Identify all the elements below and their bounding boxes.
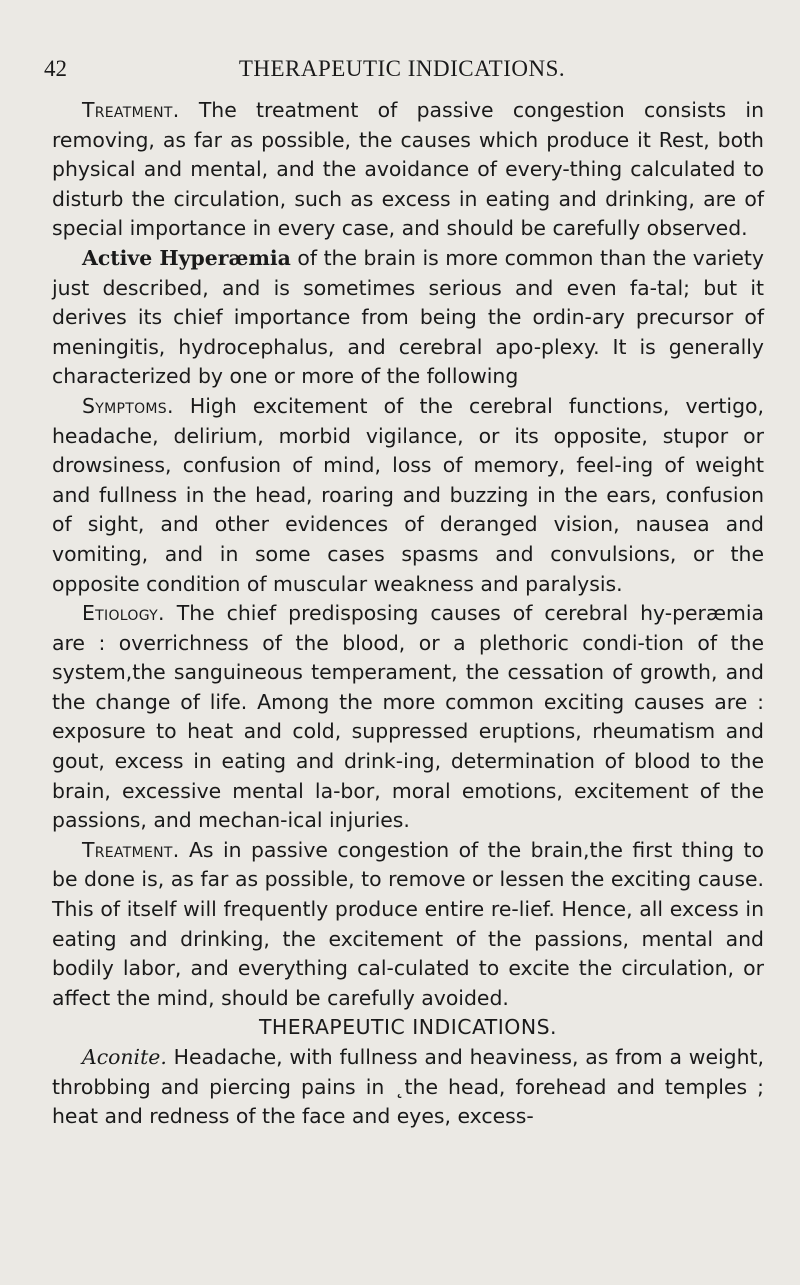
paragraph-symptoms xyxy=(52,392,764,599)
section-heading: THERAPEUTIC INDICATIONS. xyxy=(258,1015,558,1040)
page-body xyxy=(52,96,764,1132)
page-header xyxy=(44,56,760,86)
paragraph-text: of the brain is more common than the variety just described, and is sometimes serious and even fa-tal; but it derives its chief importance from being the ordin-ary precursor of meningitis, hydrocephalus, and cerebral apo-plexy. It is generally characterized by one or more of the following xyxy=(52,245,764,389)
paragraph-heading: Aconite. xyxy=(82,1045,167,1069)
paragraph-text: The treatment of passive congestion consists in removing, as far as possible, the causes which produce it Rest, both physical and mental, and the avoidance of every-thing calculated to disturb the circulation, such as excess in eating and drinking, are of special importance in every case, and should be carefully observed. xyxy=(52,98,764,241)
paragraph-heading: Etiology. xyxy=(82,601,165,626)
paragraph-treatment xyxy=(52,96,764,244)
paragraph-text: High excitement of the cerebral functions, vertigo, headache, delirium, morbid vigilance, or its opposite, stupor or drowsiness, confusion of mind, loss of memory, feel-ing of weight and fullness in the head, roaring and buzzing in the ears, confusion of sight, and other evidences of deranged vision, nausea and vomiting, and in some cases spasms and convulsions, or the opposite condition of muscular weakness and paralysis. xyxy=(52,393,764,596)
paragraph-treatment-2 xyxy=(52,836,764,1014)
paragraph-heading: Treatment. xyxy=(82,98,180,122)
paragraph-heading: Treatment. xyxy=(82,837,180,862)
paragraph-text: As in passive congestion of the brain,the first thing to be done is, as far as possible, to remove or lessen the exciting cause. This of itself will frequently produce entire re-lief. Hence, all excess in eating and drinking, the excitement of the passions, mental and bodily labor, and everything cal-culated to excite the circulation, or affect the mind, should be carefully avoided. xyxy=(52,837,764,1010)
paragraph-etiology xyxy=(52,599,764,836)
paragraph-heading: Symptoms. xyxy=(82,393,174,418)
paragraph-aconite xyxy=(52,1043,764,1132)
running-head: THERAPEUTIC INDICATIONS. xyxy=(238,56,566,81)
paragraph-heading: Active Hyperæmia xyxy=(82,245,291,270)
page-number: 42 xyxy=(44,56,67,81)
paragraph-text: The chief predisposing causes of cerebral hy-peræmia are : overrichness of the blood, or a plethoric condi-tion of the system,the sanguineous temperament, the cessation of growth, and the change of life. Among the more common exciting causes are : exposure to heat and cold, suppressed eruptions, rheumatism and gout, excess in eating and drink-ing, determination of blood to the brain, excessive mental la-bor, moral emotions, excitement of the passions, and mechan-ical injuries. xyxy=(52,601,764,833)
paragraph-text: Headache, with fullness and heaviness, as from a weight, throbbing and piercing pains in ˛the head, forehead and temples ; heat and redness of the face and eyes, excess- xyxy=(52,1045,764,1129)
paragraph-active-hyperaemia xyxy=(52,244,764,392)
